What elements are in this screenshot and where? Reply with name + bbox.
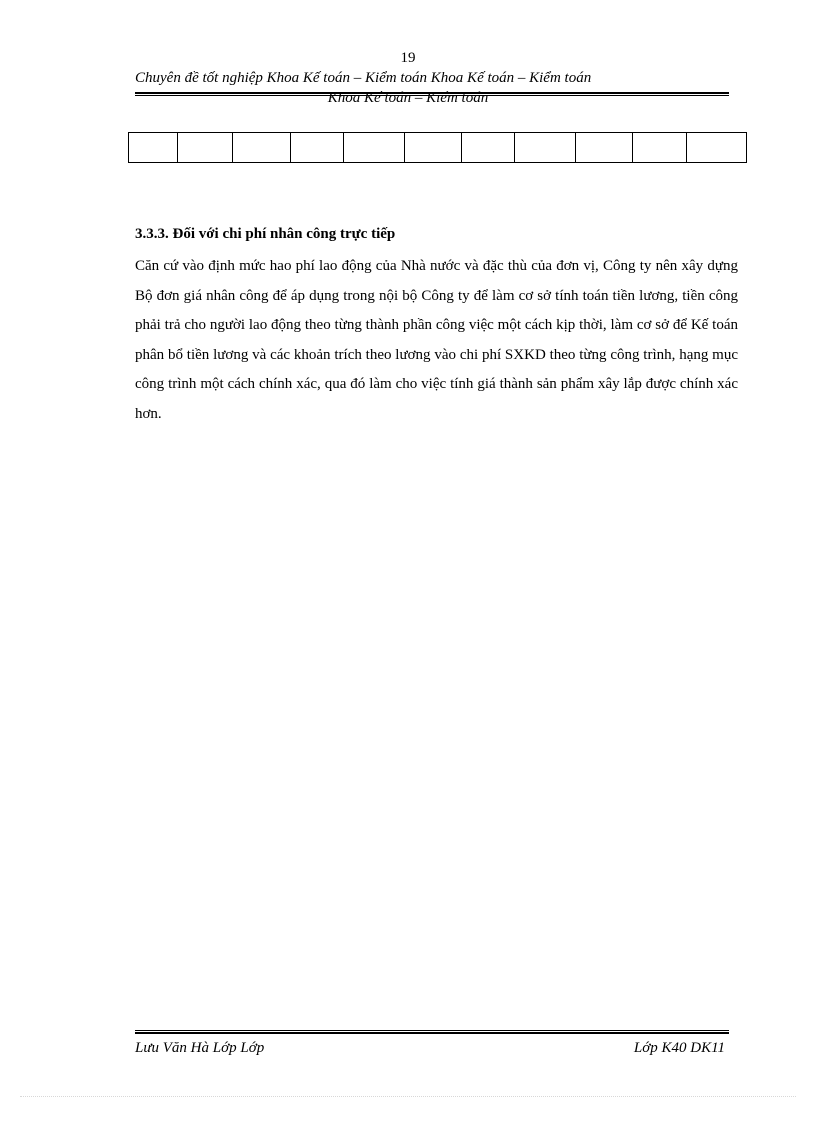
table-cell — [633, 133, 687, 163]
table-cell — [233, 133, 291, 163]
table-cell — [129, 133, 178, 163]
body-paragraph: Căn cứ vào định mức hao phí lao động của Nhà nước và đặc thù của đơn vị, Công ty nên xây dựng Bộ đơn giá nhân công để áp dụng trong nội bộ Công ty để làm cơ sở tính toán tiền lương, tiền công phải trả cho người lao động theo từng thành phần công việc một cách kịp thời, làm cơ sở để Kế toán phân bổ tiền lương và các khoản trích theo lương vào chi phí SXKD theo từng công trình, hạng mục công trình một cách chính xác, qua đó làm cho việc tính giá thành sản phẩm xây lắp được chính xác hơn. — [135, 258, 738, 422]
page-number: 19 — [400, 50, 416, 66]
page-bottom-border — [20, 1096, 796, 1097]
section-heading: 3.3.3. Đối với chi phí nhân công trực tiếp — [135, 226, 396, 242]
table-cell — [291, 133, 344, 163]
footer-author: Lưu Văn Hà Lớp Lớp — [135, 1040, 265, 1056]
empty-table — [128, 132, 747, 163]
table-cell — [344, 133, 405, 163]
header-title: Chuyên đề tốt nghiệp Khoa Kế toán – Kiểm toán Khoa Kế toán – Kiểm toán — [135, 70, 592, 86]
table-row — [129, 133, 747, 163]
table-cell — [405, 133, 462, 163]
footer-divider — [135, 1030, 729, 1034]
table-cell — [687, 133, 747, 163]
table-cell — [178, 133, 233, 163]
header-subtitle: Khoa Kế toán – Kiểm toán — [327, 90, 489, 106]
table-cell — [462, 133, 515, 163]
footer-class: Lớp K40 DK11 — [633, 1040, 725, 1056]
table-cell — [515, 133, 576, 163]
table-cell — [576, 133, 633, 163]
